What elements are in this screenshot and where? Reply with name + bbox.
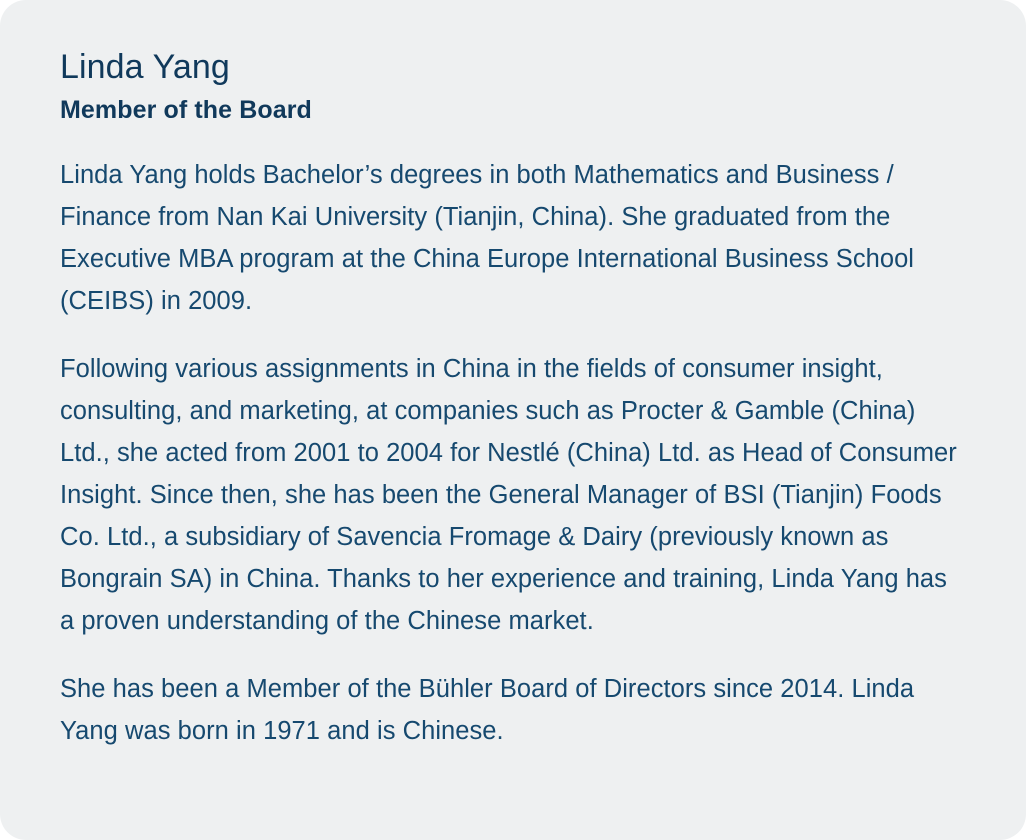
bio-paragraph: Following various assignments in China in the fields of consumer insight, consulting, and marketing, at companies such as Procter & Gamble (China) Ltd., she acted from 2001 to 2004 for Nestlé (China) Ltd. as Head of Consumer Insight. Since then, she has been the General Manager of BSI (Tianjin) Foods Co. Ltd., a subsidiary of Savencia Fromage & Dairy (previously known as Bongrain SA) in China. Thanks to her experience and training, Linda Yang has a proven understanding of the Chinese market. — [60, 355, 957, 635]
bio-paragraph: She has been a Member of the Bühler Board of Directors since 2014. Linda Yang was born in 1971 and is Chinese. — [60, 675, 915, 745]
bio-paragraph: Linda Yang holds Bachelor’s degrees in both Mathematics and Business / Finance from Nan Kai University (Tianjin, China). She graduated from the Executive MBA program at the China Europe International Business School (CEIBS) in 2009. — [60, 161, 915, 315]
page-title: Linda Yang — [60, 48, 230, 86]
person-role: Member of the Board — [60, 96, 312, 124]
